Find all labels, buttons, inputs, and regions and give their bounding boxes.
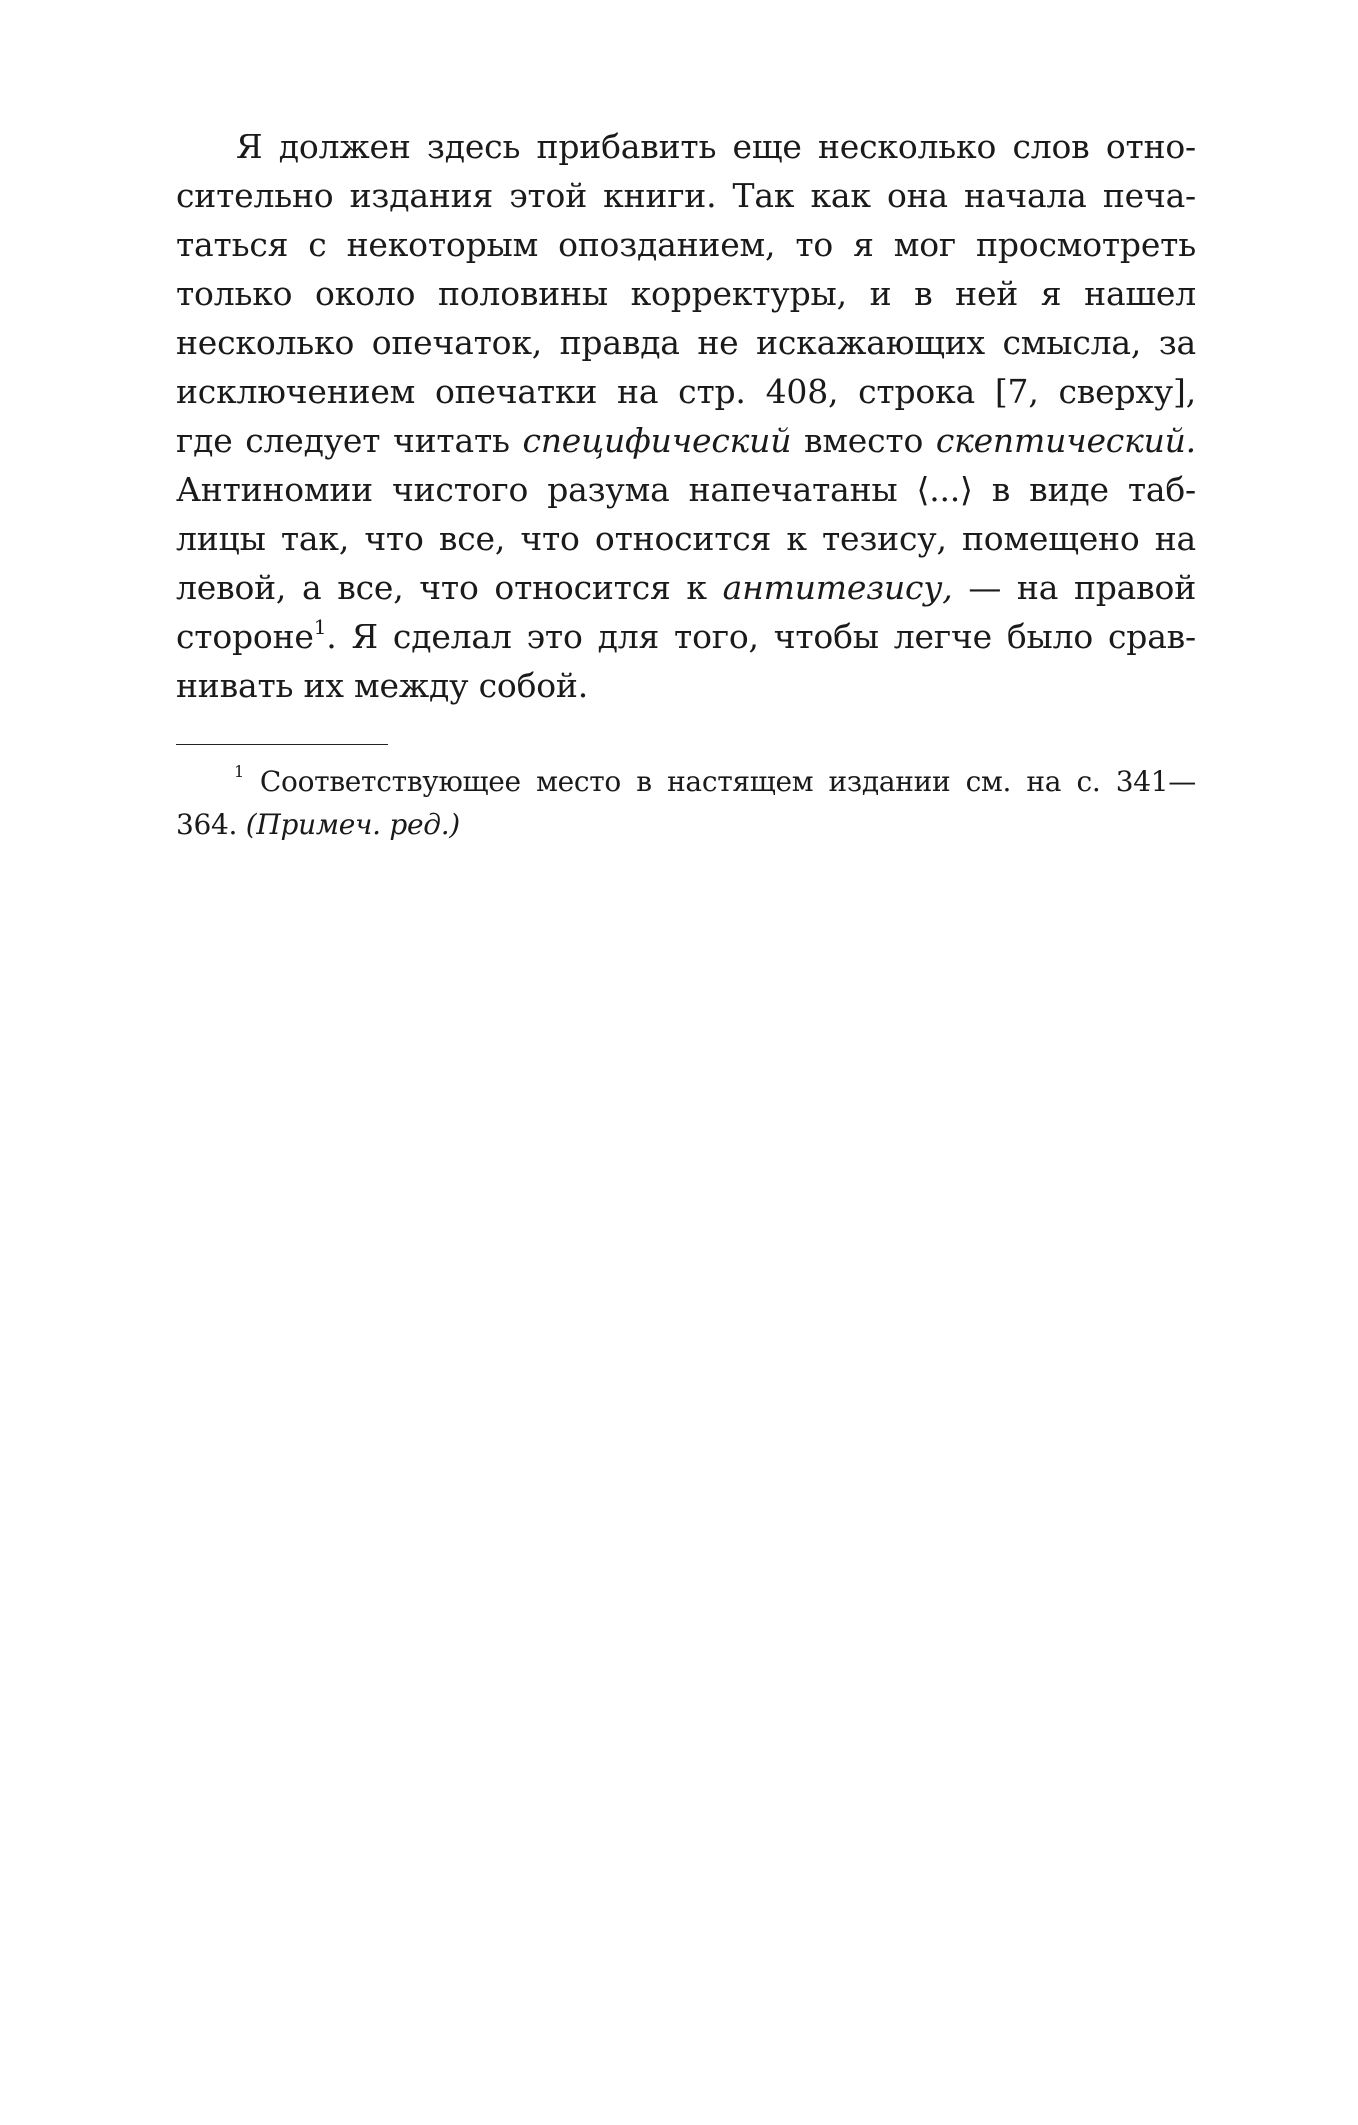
main-text <box>176 122 1196 710</box>
text-line <box>176 563 1196 612</box>
footnote-line <box>176 803 1196 846</box>
text-segment: . Я сделал это для того, чтобы легче было срав- <box>326 617 1196 656</box>
text-line: исключением опечатки на стр. 408, строка [7, сверху], <box>176 372 1196 411</box>
text-segment: стороне <box>176 617 314 656</box>
footnote-text: 364. <box>176 808 246 841</box>
text-segment: — на правой <box>952 568 1196 607</box>
text-segment: где следует читать <box>176 421 523 460</box>
text-line: нивать их между собой. <box>176 666 588 705</box>
italic-term: специфический <box>522 421 792 460</box>
footnote-divider <box>176 744 388 745</box>
editor-note: (Примеч. ред.) <box>245 808 460 841</box>
italic-term: антитезису, <box>722 568 953 607</box>
text-line: только около половины корректуры, и в ней я нашел <box>176 274 1196 313</box>
text-line: сительно издания этой книги. Так как она начала печа- <box>176 176 1196 215</box>
text-line: Я должен здесь прибавить еще несколько слов отно- <box>236 127 1196 166</box>
footnote-marker: 1 <box>234 761 244 781</box>
footnote <box>176 760 1196 846</box>
text-segment: вместо <box>791 421 936 460</box>
footnote-text: Соответствующее место в настящем издании см. на с. 341— <box>259 765 1196 798</box>
text-line: лицы так, что все, что относится к тезису, помещено на <box>176 519 1196 558</box>
footnote-line <box>176 760 1196 803</box>
text-segment: левой, а все, что относится к <box>176 568 723 607</box>
text-line: несколько опечаток, правда не искажающих смысла, за <box>176 323 1196 362</box>
text-line <box>176 416 1196 465</box>
text-line: таться с некоторым опозданием, то я мог просмотреть <box>176 225 1196 264</box>
italic-term: скептический. <box>935 421 1196 460</box>
footnote-reference[interactable]: 1 <box>313 615 327 639</box>
text-line: Антиномии чистого разума напечатаны ⟨...⟩ в виде таб- <box>176 470 1196 509</box>
text-line <box>176 612 1196 661</box>
